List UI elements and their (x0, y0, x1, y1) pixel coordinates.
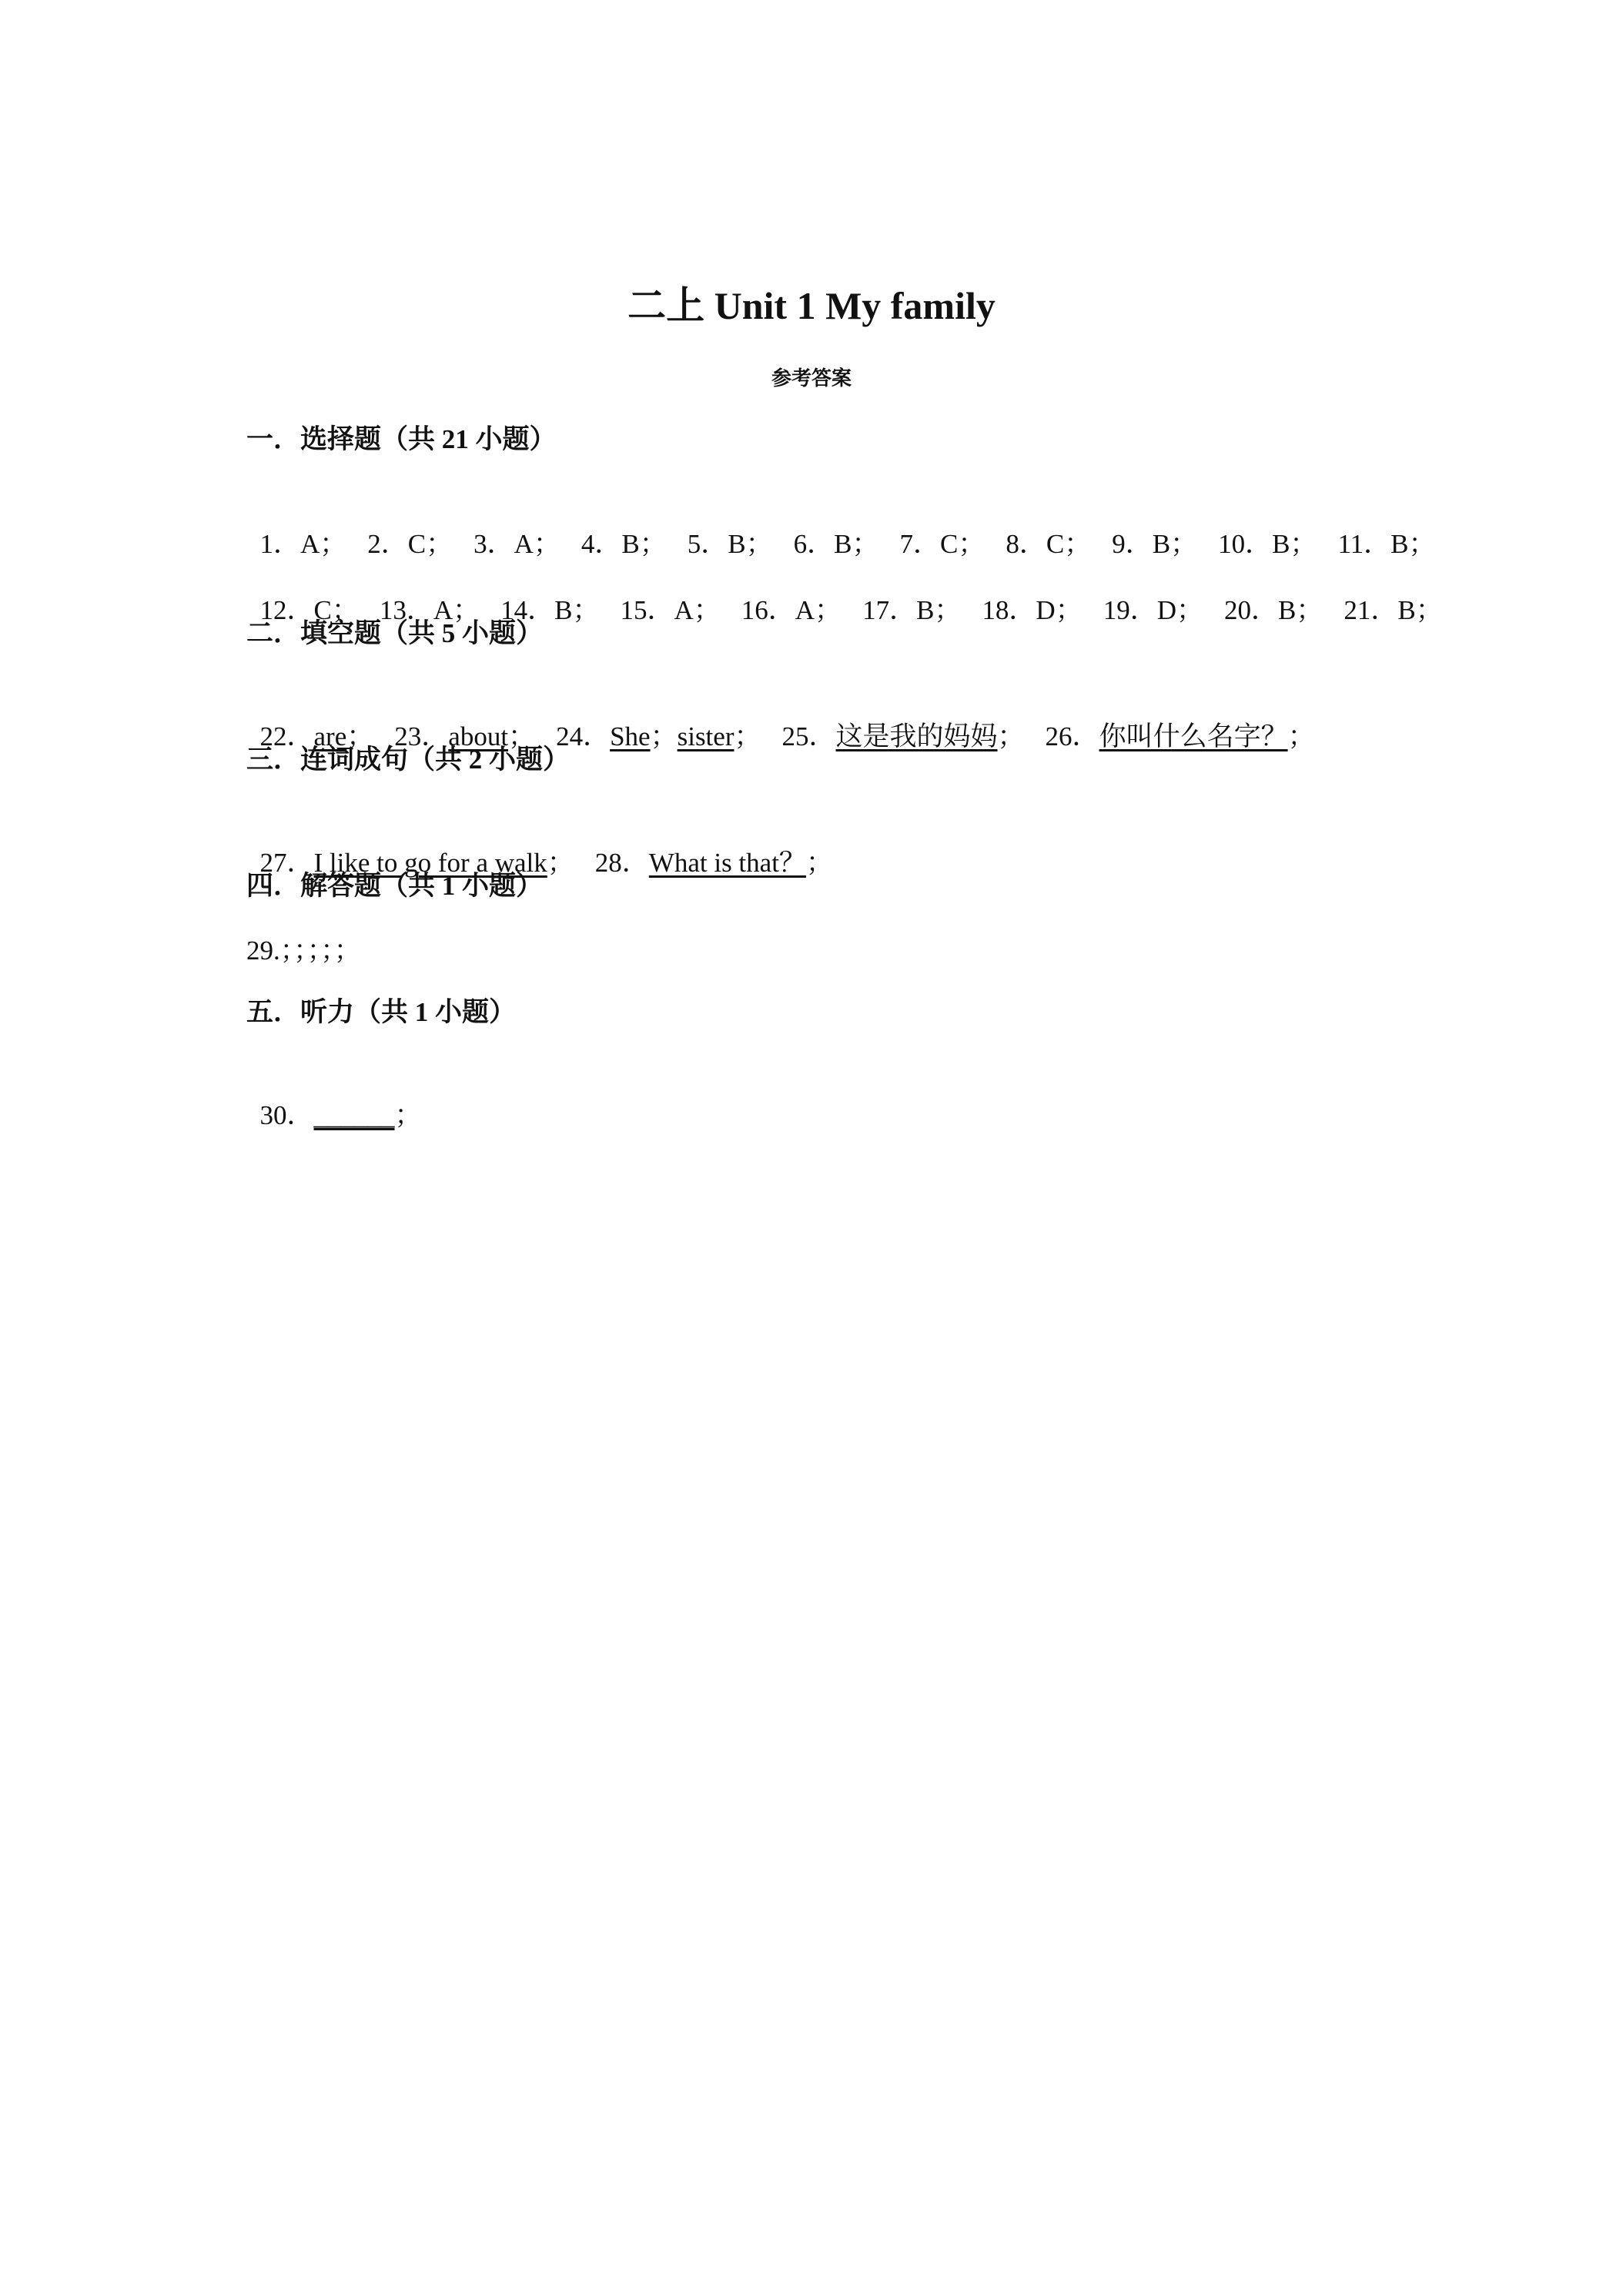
section-heading-answer: 四．解答题（共 1 小题） (246, 871, 544, 901)
answer-item: 15．A； (620, 595, 721, 625)
answer-text: about (448, 721, 509, 751)
answer-separator: ； (1287, 721, 1315, 751)
answer-separator: ； (997, 721, 1025, 751)
answer-text: She (610, 721, 651, 751)
answer-number: 30． (259, 1100, 314, 1130)
page-subtitle: 参考答案 (771, 367, 852, 390)
section-heading-fill: 二．填空题（共 5 小题） (246, 618, 544, 648)
answer-item: 14．B； (500, 595, 600, 625)
answer-number: 24． (556, 721, 611, 751)
answer-item: 19．D； (1103, 595, 1203, 625)
section-heading-listening: 五．听力（共 1 小题） (246, 997, 517, 1027)
answer-text: I like to go for a walk (313, 848, 547, 878)
answer-item: 12．C； (259, 595, 359, 625)
answer-item: 9．B； (1112, 529, 1198, 559)
answer-text: 你叫什么名字？ (1099, 721, 1288, 751)
answer-item: 11．B； (1337, 529, 1436, 559)
answer-number: 26． (1045, 721, 1099, 751)
answer-text: What is that？ (648, 848, 806, 878)
answer-item: 6．B； (793, 529, 879, 559)
answer-item: 10．B； (1218, 529, 1317, 559)
answer-item: 2．C； (367, 529, 453, 559)
answer-item: 3．A； (474, 529, 561, 559)
answer-item: 18．D； (982, 595, 1083, 625)
answer-item (782, 718, 1025, 756)
listening-answers-row (246, 1058, 443, 1135)
answer-item: 7．C； (899, 529, 986, 559)
answer-separator: ； (394, 1100, 422, 1130)
answer-number: 23． (394, 721, 449, 751)
answer-item: 20．B； (1223, 595, 1323, 625)
answer-item: 4．B； (581, 529, 667, 559)
answer-number: 25． (781, 721, 836, 751)
page-title: 二上 Unit 1 My family (627, 284, 996, 327)
answer-text: sister (677, 721, 735, 751)
answer-text: are (313, 721, 347, 751)
answer-item: 1．A； (259, 529, 347, 559)
answer-separator: ； (346, 721, 374, 751)
answer-separator: ； (547, 848, 574, 878)
answer-number: 27． (259, 848, 314, 878)
answer-separator: ； (508, 721, 536, 751)
answer-blank: ______ (313, 1100, 395, 1130)
section-heading-sentence: 三．连词成句（共 2 小题） (246, 745, 571, 775)
answer-item: 21．B； (1344, 595, 1443, 625)
answer-number: 22． (259, 721, 314, 751)
answer-item: 13．A； (379, 595, 480, 625)
answer-item: 8．C； (1006, 529, 1092, 559)
answer-text: 这是我的妈妈 (835, 721, 998, 751)
answer-item (260, 1096, 422, 1135)
answer-number: 28． (594, 848, 649, 878)
answer-item (595, 844, 833, 882)
answer-item: 16．A； (741, 595, 842, 625)
answer-item: 17．B； (862, 595, 962, 625)
answer-item (556, 718, 761, 756)
answer-separator: ； (650, 721, 678, 751)
choice-answers-row-1 (246, 487, 1456, 564)
answer-separator: ； (734, 721, 761, 751)
answer-item (1046, 718, 1315, 756)
section-heading-choice: 一．选择题（共 21 小题） (246, 424, 557, 454)
answer-item: 5．B； (687, 529, 773, 559)
answer-separator: ； (805, 848, 833, 878)
answer-29: 29.；；；；； (246, 935, 361, 966)
